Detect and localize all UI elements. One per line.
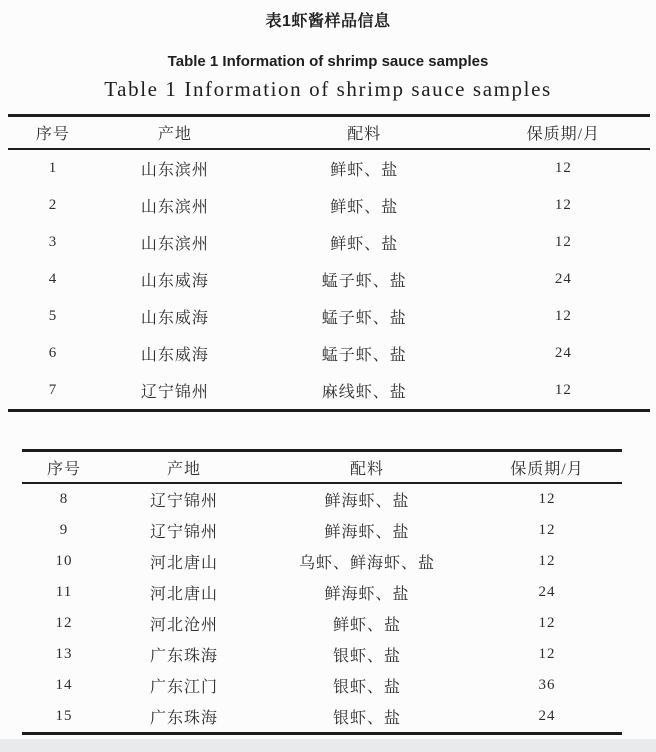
header-row xyxy=(8,116,650,150)
cell-origin: 广东珠海 xyxy=(149,710,218,727)
cell-shelf-life: 12 xyxy=(554,382,572,398)
cell-no: 12 xyxy=(55,615,73,631)
cell-shelf-life: 24 xyxy=(538,584,556,600)
cell-origin: 河北唐山 xyxy=(149,586,218,603)
cell-no: 14 xyxy=(55,677,73,693)
cell-ingredients: 蜢子虾、盐 xyxy=(321,347,407,364)
table-row xyxy=(22,515,622,546)
table-caption-english-serif: Table 1 Information of shrimp sauce samples xyxy=(104,77,552,101)
column-header-ingredients: 配料 xyxy=(262,451,472,484)
cell-no: 11 xyxy=(55,584,73,600)
cell-ingredients: 麻线虾、盐 xyxy=(321,384,407,401)
cell-shelf-life: 12 xyxy=(538,615,556,631)
cell-origin: 河北唐山 xyxy=(149,555,218,572)
cell-origin: 山东滨州 xyxy=(140,162,209,179)
table-caption-english-bold: Table 1 Information of shrimp sauce samples xyxy=(167,53,489,70)
table-row xyxy=(22,608,622,639)
cell-ingredients: 蜢子虾、盐 xyxy=(321,273,407,290)
cell-shelf-life: 24 xyxy=(554,345,572,361)
cell-origin: 辽宁锦州 xyxy=(149,493,218,510)
cell-no: 6 xyxy=(48,345,58,361)
cell-no: 9 xyxy=(59,522,69,538)
cell-shelf-life: 12 xyxy=(554,160,572,176)
cell-origin: 山东威海 xyxy=(140,273,209,290)
cell-origin: 广东江门 xyxy=(149,679,218,696)
cell-no: 3 xyxy=(48,234,58,250)
table-row xyxy=(22,701,622,734)
cell-shelf-life: 24 xyxy=(538,708,556,724)
table-row xyxy=(8,261,650,298)
cell-shelf-life: 12 xyxy=(554,308,572,324)
cell-shelf-life: 12 xyxy=(554,234,572,250)
cell-shelf-life: 36 xyxy=(538,677,556,693)
header-row xyxy=(22,451,622,484)
cell-no: 8 xyxy=(59,491,69,507)
table-row xyxy=(22,670,622,701)
cell-ingredients: 银虾、盐 xyxy=(332,710,401,727)
cell-shelf-life: 12 xyxy=(554,197,572,213)
cell-no: 15 xyxy=(55,708,73,724)
table-row xyxy=(22,546,622,577)
cell-no: 2 xyxy=(48,197,58,213)
cell-no: 4 xyxy=(48,271,58,287)
cell-ingredients: 鲜虾、盐 xyxy=(330,162,399,179)
cell-ingredients: 银虾、盐 xyxy=(332,679,401,696)
cell-shelf-life: 12 xyxy=(538,646,556,662)
cell-shelf-life: 24 xyxy=(554,271,572,287)
cell-no: 10 xyxy=(55,553,73,569)
table-row xyxy=(8,187,650,224)
cell-origin: 山东滨州 xyxy=(140,236,209,253)
table-row xyxy=(8,224,650,261)
column-header-shelf-life: 保质期/月 xyxy=(472,451,622,484)
cell-origin: 辽宁锦州 xyxy=(140,384,209,401)
table-row xyxy=(8,335,650,372)
table-row xyxy=(8,149,650,187)
column-header-no: 序号 xyxy=(8,116,98,150)
cell-shelf-life: 12 xyxy=(538,522,556,538)
cell-origin: 山东威海 xyxy=(140,347,209,364)
column-header-no: 序号 xyxy=(22,451,106,484)
cell-no: 13 xyxy=(55,646,73,662)
table-row xyxy=(22,483,622,515)
table-row xyxy=(8,372,650,411)
cell-origin: 山东威海 xyxy=(140,310,209,327)
cell-shelf-life: 12 xyxy=(538,553,556,569)
column-header-origin: 产地 xyxy=(106,451,262,484)
cell-ingredients: 鲜海虾、盐 xyxy=(324,524,410,541)
table-1-body xyxy=(8,149,650,411)
column-header-ingredients: 配料 xyxy=(252,116,477,150)
table-2-body xyxy=(22,483,622,734)
cell-ingredients: 蜢子虾、盐 xyxy=(321,310,407,327)
cell-ingredients: 鲜海虾、盐 xyxy=(324,586,410,603)
sample-table-part-1 xyxy=(8,114,650,412)
cell-ingredients: 鲜海虾、盐 xyxy=(324,493,410,510)
column-header-origin: 产地 xyxy=(98,116,252,150)
cell-shelf-life: 12 xyxy=(538,491,556,507)
cell-origin: 辽宁锦州 xyxy=(149,524,218,541)
table-row xyxy=(22,639,622,670)
cell-origin: 山东滨州 xyxy=(140,199,209,216)
cell-ingredients: 鲜虾、盐 xyxy=(332,617,401,634)
table-2-header xyxy=(22,451,622,484)
table-row xyxy=(22,577,622,608)
cell-no: 1 xyxy=(48,160,58,176)
cell-no: 7 xyxy=(48,382,58,398)
cell-origin: 广东珠海 xyxy=(149,648,218,665)
cell-origin: 河北沧州 xyxy=(149,617,218,634)
cell-no: 5 xyxy=(48,308,58,324)
page-bottom-strip xyxy=(0,739,656,752)
column-header-shelf-life: 保质期/月 xyxy=(477,116,650,150)
cell-ingredients: 鲜虾、盐 xyxy=(330,236,399,253)
cell-ingredients: 鲜虾、盐 xyxy=(330,199,399,216)
sample-table-part-2 xyxy=(22,449,622,735)
table-caption-chinese: 表1虾酱样品信息 xyxy=(265,13,391,30)
cell-ingredients: 银虾、盐 xyxy=(332,648,401,665)
table-1-header xyxy=(8,116,650,150)
table-row xyxy=(8,298,650,335)
cell-ingredients: 乌虾、鲜海虾、盐 xyxy=(298,555,435,572)
